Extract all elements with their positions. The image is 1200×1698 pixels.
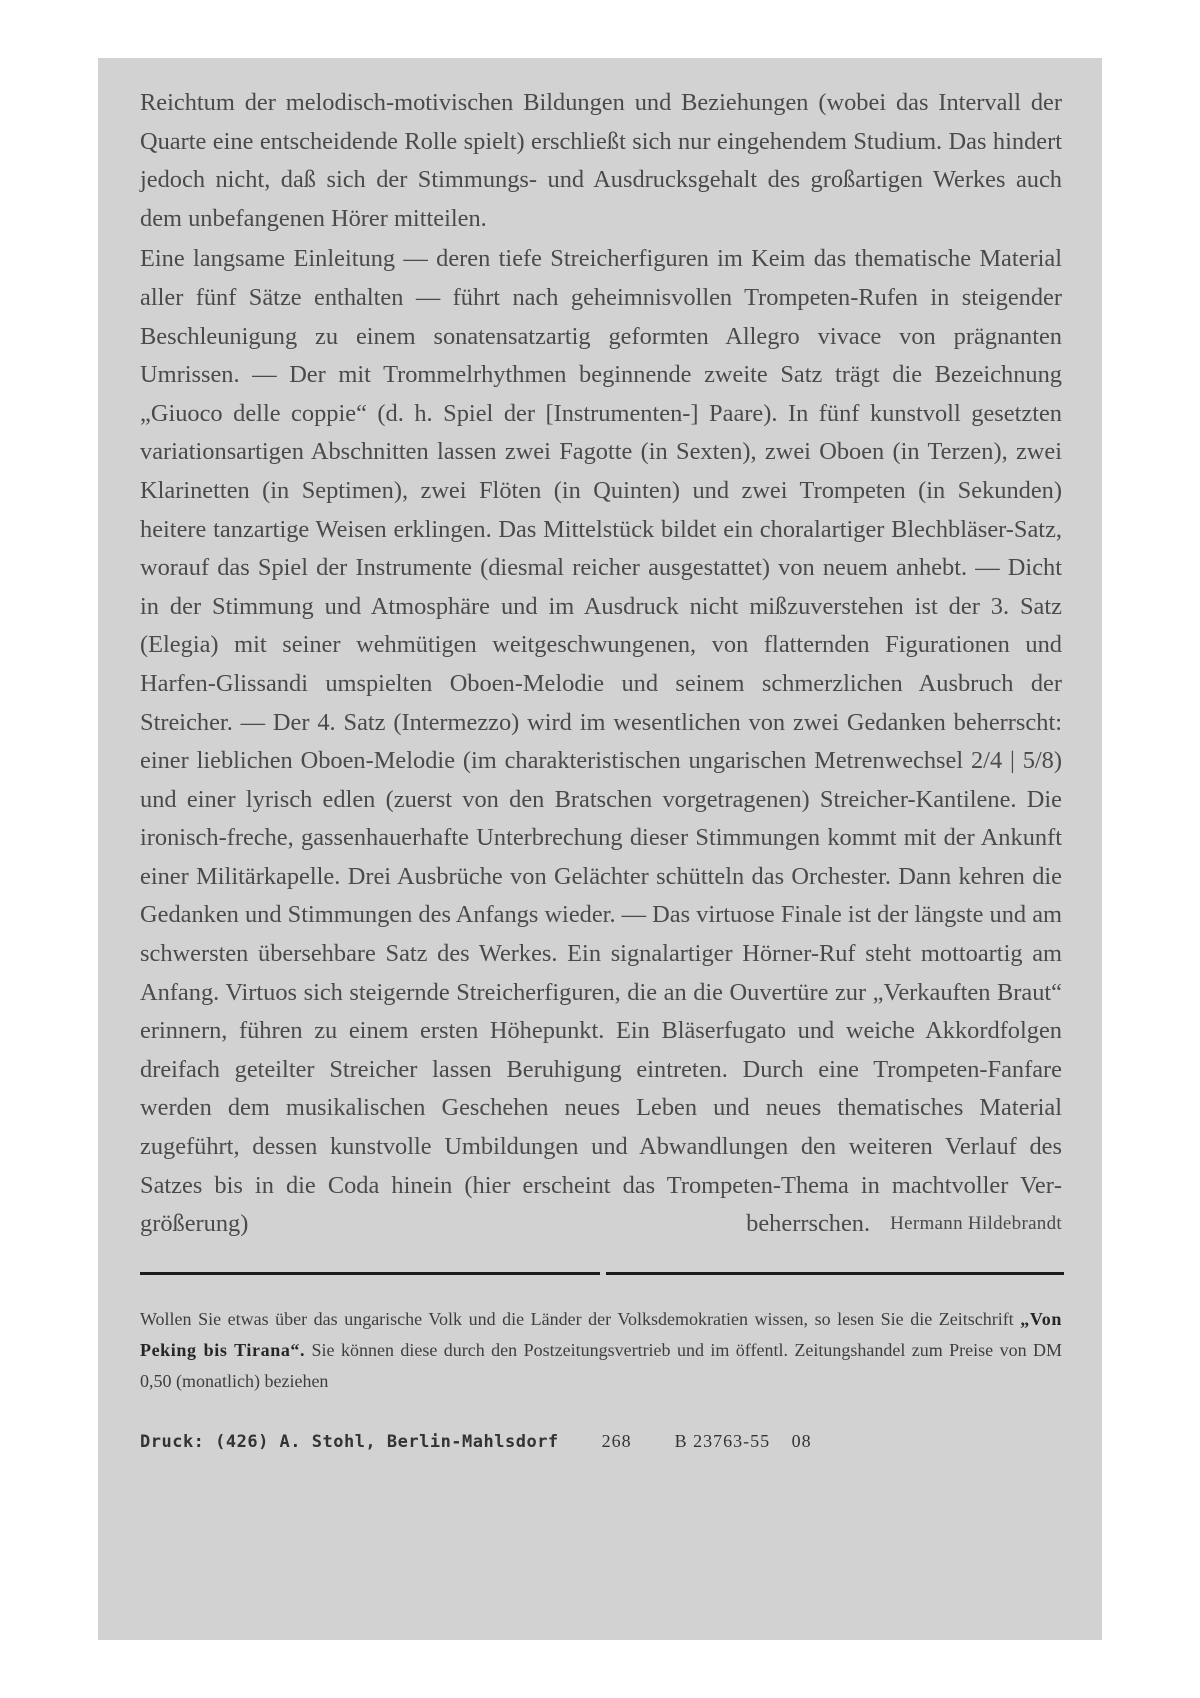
notice-text-start: Wollen Sie etwas über das ungarische Volk und die Länder der Volksdemokratien wissen, so lesen Sie die Zeitschrift xyxy=(140,1308,1021,1329)
program-page xyxy=(98,58,1102,1640)
author-signature: Hermann Hildebrandt xyxy=(890,1213,1062,1235)
imprint-number-2: B 23763-55 xyxy=(674,1430,771,1451)
divider-line-left xyxy=(140,1272,600,1275)
imprint-number-1: 268 xyxy=(601,1430,632,1451)
imprint-label: Druck: (426) A. Stohl, Berlin-Mahlsdorf xyxy=(140,1431,559,1452)
article-paragraph-intro: Reichtum der melodisch-motivischen Bildungen und Beziehungen (wobei das Intervall der Quarte eine entscheidende Rolle spielt) erschließt sich nur eingehendem Studium. Das hindert jedoch nicht, daß sich der Stimmungs- und Ausdrucksgehalt des großartigen Werkes auch dem unbefangenen Hörer mitteilen. xyxy=(140,89,1062,232)
section-divider xyxy=(140,1272,1062,1278)
imprint-number-3: 08 xyxy=(791,1430,812,1451)
article-body-text: Eine langsame Einleitung — deren tiefe Streicherfiguren im Keim das thematische Material aller fünf Sätze enthalten — führt nach geheimnisvollen Trompeten-Rufen in steigender Beschleunigung zu einem sonatensatzartig geformten Allegro vivace von prägnanten Umrissen. — Der mit Trommelrhythmen beginnende zweite Satz trägt die Bezeichnung „Giuoco delle coppie“ (d. h. Spiel der [Instrumenten-] Paare). In fünf kunstvoll gesetzten variationsartigen Abschnitten lassen zwei Fagotte (in Sexten), zwei Oboen (in Terzen), zwei Klarinetten (in Septimen), zwei Flöten (in Quinten) und zwei Trompeten (in Sekunden) heitere tanzartige Weisen erklingen. Das Mittelstück bildet ein choralartiger Blechbläser-Satz, worauf das Spiel der Instrumente (diesmal reicher ausgestattet) von neuem anhebt. — Dicht in der Stimmung und Atmosphäre und im Ausdruck nicht mißzuverstehen ist der 3. Satz (Elegia) mit seiner wehmütigen weitgeschwungenen, von flatternden Figurationen und Harfen-Glissandi umspielten Oboen-Melodie und seinem schmerzlichen Ausbruch der Streicher. — Der 4. Satz (Intermezzo) wird im wesentlichen von zwei Gedanken beherrscht: einer lieblichen Oboen-Melodie (im charakteristischen ungarischen Metrenwechsel 2/4 | 5/8) und einer lyrisch edlen (zuerst von den Bratschen vorgetragenen) Streicher-Kantilene. Die ironisch-freche, gassenhauerhafte Unterbrechung dieser Stimmungen kommt mit der Ankunft einer Militärkapelle. Drei Ausbrüche von Gelächter schütteln das Orchester. Dann kehren die Gedanken und Stimmungen des Anfangs wieder. — Das virtuose Finale ist der längste und am schwersten übersehbare Satz des Werkes. Ein signalartiger Hörner-Ruf steht mottoartig am Anfang. Virtuos sich steigernde Streicherfiguren, die an die Ouvertüre zur „Verkauften Braut“ erinnern, führen zu einem ersten Höhepunkt. Ein Bläserfugato und weiche Akkordfolgen dreifach geteilter Streicher lassen Beruhigung eintreten. Durch eine Trompeten-Fanfare werden dem musikalischen Geschehen neues Leben und neues thematisches Material zugeführt, dessen kunstvolle Umbildungen und Abwandlungen den weiteren Verlauf des Satzes bis in die Coda hinein (hier erscheint das Trompeten-Thema in machtvoller Vergrößerung) beherrschen. xyxy=(140,245,1062,1238)
notice-text-end: Sie können diese durch den Postzeitungsvertrieb und im öffentl. Zeitungshandel zum Preise von DM 0,50 (monatlich) beziehen xyxy=(140,1339,1063,1391)
article-paragraph-main xyxy=(140,240,1062,1243)
divider-line-right xyxy=(606,1272,1064,1275)
magazine-notice xyxy=(140,1304,1062,1397)
printer-imprint xyxy=(140,1431,1062,1452)
magazine-title: „Von Peking bis Tirana“. xyxy=(140,1308,1062,1360)
